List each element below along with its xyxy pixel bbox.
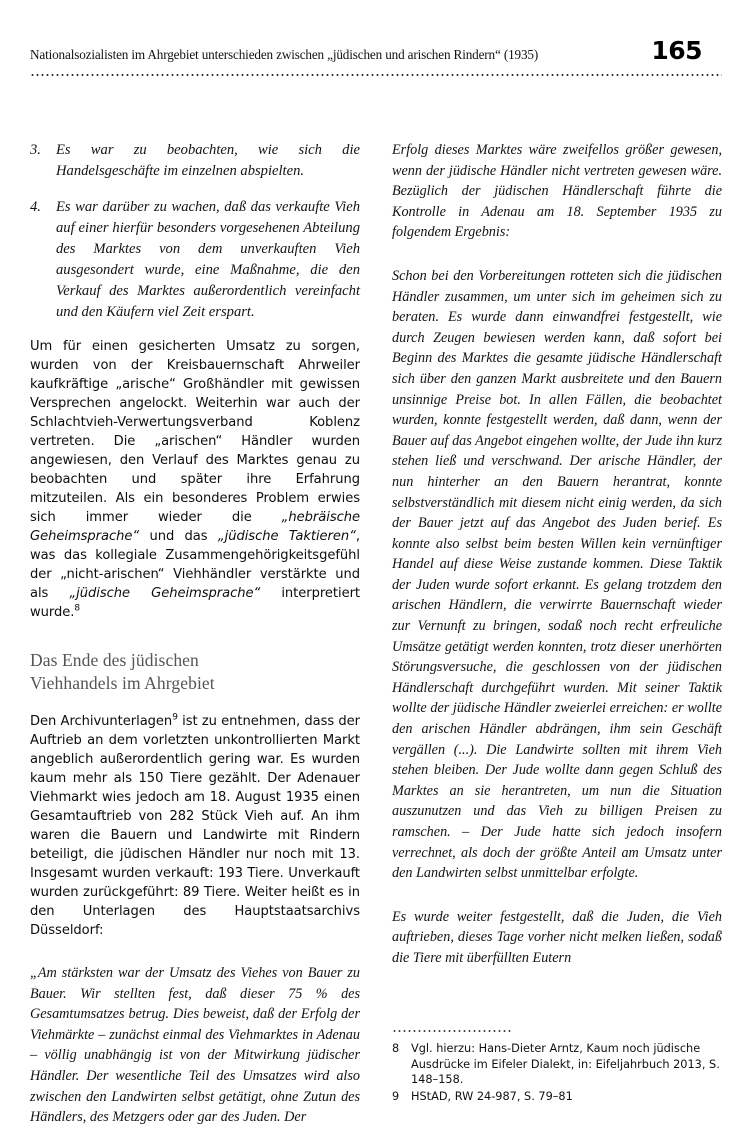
blockquote-report-continued: Es wurde weiter festgestellt, daß die Juden, die Vieh auftrieben, dieses Tage vorher nicht melken ließen, sodaß die Tiere mit überfüllten Eutern [392, 908, 722, 966]
list-item-number: 4. [30, 199, 41, 215]
vertical-spacer [392, 256, 722, 266]
paragraph-part: interpretiert wurde. [30, 585, 360, 620]
vertical-spacer [30, 953, 360, 963]
section-heading-line-2: Viehhandels im Ahrgebiet [30, 673, 215, 694]
footnote-reference-9[interactable]: 9 [172, 712, 178, 723]
right-column [392, 140, 722, 1128]
header-dotted-rule [30, 74, 722, 76]
paragraph-part: und das [139, 528, 218, 544]
footnote-item [392, 1089, 722, 1105]
footnote-item [392, 1041, 722, 1088]
emphasis-juedische-taktieren: „jüdische Taktieren“ [217, 528, 356, 544]
paragraph-part: Um für einen gesicherten Umsatz zu sorgen, wurden von der Kreisbauernschaft Ahrweiler kaufkräftige „arische“ Großhändler mit gewissen Versprechen angelockt. Weiterhin war auch der Schlachtvieh-Verwertungsverband Koblenz vertreten. Die „arischen“ Händler wurden angewiesen, den Verlauf des Marktes genau zu beobachten und später ihre Erfahrung mitzuteilen. Als ein besonderes Problem erwies sich immer wieder die [30, 339, 360, 525]
blockquote-report: Schon bei den Vorbereitungen rotteten sich die jüdischen Händler zusammen, um unter sich im geheimen sich zu beraten. Es wurde dann einwandfrei festgestellt, wie durch Zeugen bewiesen werden kann, daß sofort bei Beginn des Marktes die gesamte jüdische Händlerschaft sich über den ganzen Markt ausbreitete und den Bauern unsinnige Preise bot. In allen Fällen, die beobachtet wurden, konnte festgestellt werden, daß dann, wenn der Bauer auf das Angebot eingehen wollte, der Jude ihn kurz stehen ließ und verschwand. Der arische Händler, der nun hinterher an den Bauern herantrat, konnte selbstverständlich mit diesem nicht einig werden, da sich der Bauer jetzt auf das Angebot des Juden berief. Es konnte also selbst beim besten Willen kein vernünftiger Handel auf diese Weise zustande kommen. Diese Taktik der Juden wurde sofort erkannt. Es gelang trotzdem den arischen Händlern, die verwirrte Bauernschaft wieder zur Vernunft zu bringen, sodaß noch recht erfreuliche Umsätze getätigt werden konnten, trotz dieser unerhörten Störungsversuche, die geschlossen von der jüdischen Händlerschaft durchgeführt wurden. Mit seiner Taktik wollte der jüdische Händler zweierlei erreichen: er wollte den arischen Händler abdrängen, ihm sein Geschäft vergällen (...). Die Landwirte sollten mit ihrem Vieh stehen bleiben. Der Jude wollte dann gegen Schluß des Marktes an sie herantreten, um nun die Situation auszunutzen und das Vieh zu billigen Preisen zu ramschen. – Der Jude hatte sich jedoch insofern verrechnet, als doch der größte Anteil am Umsatz unter den Landwirten selbst unmittelbar erfolgte. [392, 267, 722, 882]
list-item [30, 197, 360, 323]
emphasis-juedische-geheimsprache: „jüdische Geheimsprache“ [69, 585, 261, 601]
left-column [30, 140, 360, 1128]
emphasis-hebraeische: „hebräische Geheimsprache“ [30, 509, 360, 544]
paragraph-archivunterlagen [30, 713, 360, 941]
running-head-title: Nationalsozialisten im Ahrgebiet unterschieden zwischen „jüdischen und arischen Rindern“ (1935) [30, 47, 539, 62]
list-item [30, 140, 360, 182]
list-item-text: Es war zu beobachten, wie sich die Handelsgeschäfte im einzelnen abspielten. [56, 142, 360, 179]
footnote-text: Vgl. hierzu: Hans-Dieter Arntz, Kaum noch jüdische Ausdrücke im Eifeler Dialekt, in: Eifeljahrbuch 2013, S. 148–158. [411, 1042, 720, 1087]
blockquote-continued: Erfolg dieses Marktes wäre zweifellos größer gewesen, wenn der jüdische Händler nicht vertreten gewesen wäre. Bezüglich der jüdischen Händlerschaft führte die Kontrolle in Adenau am 18. September 1935 zu folgendem Ergebnis: [392, 142, 722, 241]
paragraph-part: Den Archivunterlagen [30, 714, 173, 730]
footnote-text: HStAD, RW 24-987, S. 79–81 [411, 1089, 573, 1103]
page-number: 165 [651, 36, 702, 65]
section-heading-line-1: Das Ende des jüdischen [30, 649, 199, 670]
list-item-number: 3. [30, 142, 41, 158]
section-heading [30, 649, 360, 696]
running-head [30, 38, 722, 72]
vertical-spacer [392, 897, 722, 907]
footnotes-block [392, 1030, 722, 1105]
blockquote-left: „Am stärksten war der Umsatz des Viehes von Bauer zu Bauer. Wir stellten fest, daß dieser 75 % des Gesamtumsatzes betrug. Dies beweist, daß der Erfolg der Viehmärkte – zunächst einmal des Viehmarktes in Adenau – völlig unabhängig ist von der Mitwirkung jüdischer Händler. Der wesentliche Teil des Umsatzes wird also zwischen den Landwirten selbst getätigt, ohne Zutun des Händlers, des Metzgers oder gar des Juden. Der [30, 965, 360, 1126]
list-item-text: Es war darüber zu wachen, daß das verkaufte Vieh auf einer hierfür besonders vorgesehenen Abteilung des Marktes von dem unverkauften Vieh ausgesondert wurde, eine Maßnahme, die den Verkauf des Marktes außerordentlich vereinfacht und den Käufern viel Zeit erspart. [56, 199, 360, 320]
paragraph-part: ist zu entnehmen, dass der Auftrieb an dem vorletzten unkontrollierten Markt angeblich außerordentlich gering war. Es wurden kaum mehr als 150 Tiere gezählt. Der Adenauer Viehmarkt wies jedoch am 18. August 1935 einen Gesamtauftrieb von 282 Stück Vieh auf. An ihm waren die Bauern und Landwirte mit Rindern beteiligt, die jüdischen Händler nur noch mit 13. Insgesamt wurden verkauft: 193 Tiere. Unverkauft wurden zurückgeführt: 89 Tiere. Weiter heißt es in den Unterlagen des Hauptstaatsarchivs Düsseldorf: [30, 714, 360, 939]
footnote-reference-8[interactable]: 8 [74, 603, 81, 614]
paragraph-umsatz [30, 338, 360, 623]
footnote-marker: 9 [392, 1089, 400, 1103]
two-column-body [30, 140, 722, 1128]
paragraph-part: , was das kollegiale Zusammengehörigkeitsgefühl der „nicht-arischen“ Viehhändler verstärkte und als [30, 528, 360, 601]
footnote-dotted-rule [392, 1030, 512, 1032]
footnote-marker: 8 [392, 1042, 400, 1055]
